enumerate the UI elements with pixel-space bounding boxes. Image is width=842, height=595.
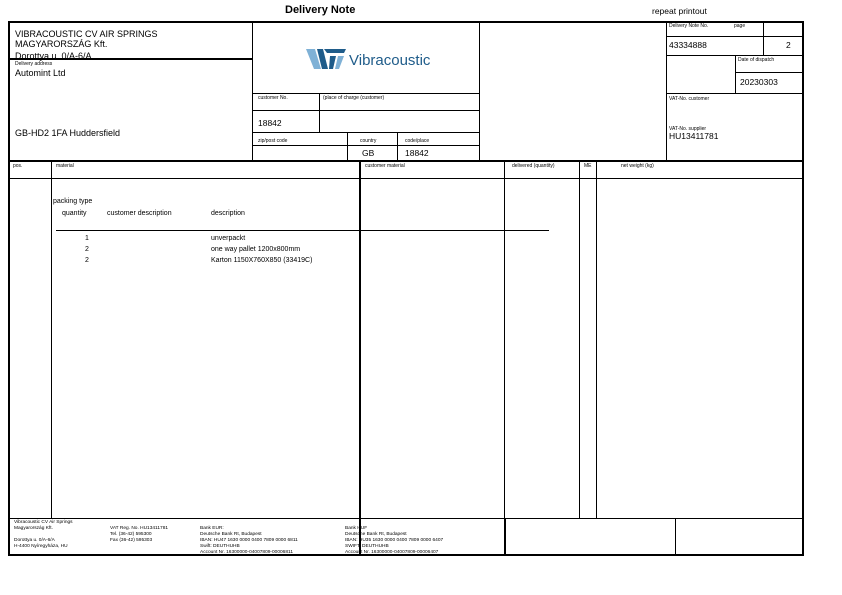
customer-no-label: customer No. [258,95,288,101]
logo-text: Vibracoustic [349,52,431,69]
date-of-dispatch: 20230303 [740,77,778,87]
divider [675,518,676,555]
packing-divider [56,230,549,231]
column-header-delivered: delivered (quantity) [512,163,555,169]
packing-header: packing type [53,198,93,205]
footer-vat: VAT Reg. No. HU13411781 Tel. (36-42) 595300 Fax (36-42) 595303 [110,526,169,543]
footer-bank-eur: Bank EUR: Deutsche Bank Rt, Budapest IBAN: HU47 1630 0000 0400 7809 0000 6811 Swift: DEUTHUHB Account Nr. 16300000-04007809-00006811 [200,526,298,555]
packing-col-quantity: quantity [62,210,87,217]
footer-company: Vibracoustic CV Air Springs Magyarország Kft. Dorottya u. 0/A-6/A H-4400 Nyíregyháza, HU [14,520,73,549]
zip-code-label: zip/post code [258,138,288,144]
sender-line2: MAGYARORSZÁG Kft. [15,39,108,49]
divider [252,132,479,133]
divider [596,161,597,518]
divider [735,55,736,93]
divider [735,72,803,73]
page-no: 2 [786,40,791,50]
code-place: 18842 [405,148,429,158]
divider [9,518,803,519]
packing-col-customer-description: customer description [107,210,172,217]
packing-col-description: description [211,210,245,217]
repeat-printout-label: repeat printout [652,6,707,16]
footer-bank-huf: Bank HUF Deutsche Bank Rt, Budapest IBAN: HU35 1630 0000 0400 7809 0000 6407 SWIFT: DEUTHUHB Account Nr. 16300000-04007809-00006407 [345,526,444,555]
column-header-material: material [56,163,74,169]
divider [666,22,667,160]
country-label: country [360,138,377,144]
column-header-me: ME [584,163,592,169]
code-place-label: code/place [405,138,430,144]
logo-mark-icon [306,48,346,70]
page-label: page [734,23,746,29]
divider [319,93,320,132]
divider [479,22,480,160]
vat-customer-label: VAT-No. customer [669,96,710,102]
divider [359,161,361,555]
delivery-address-name: Automint Ltd [15,68,66,78]
divider [51,161,52,518]
divider [9,160,803,162]
vat-supplier: HU13411781 [669,131,719,141]
divider [347,132,348,160]
divider [763,22,764,56]
divider [252,145,479,146]
divider [504,518,506,555]
packing-row-quantity: 2 [85,246,89,253]
delivery-address-city: GB-HD2 1FA Huddersfield [15,128,121,138]
divider [252,110,479,111]
divider [397,132,398,160]
country: GB [362,148,375,158]
packing-row-description: Karton 1150X760X850 (33419C) [211,257,313,264]
divider [9,178,803,179]
divider [252,22,253,160]
divider [579,161,580,518]
packing-row-description: one way pallet 1200x800mm [211,246,301,253]
column-header-customer-material: customer material [365,163,405,169]
delivery-note-no: 43334888 [669,40,707,50]
packing-row-quantity: 1 [85,235,89,242]
delivery-note-no-label: Delivery Note No. [669,23,709,29]
sender-line3: Dorottya u. 0/A-6/A [15,51,92,61]
packing-row-description: unverpackt [211,235,246,242]
sender-line1: VIBRACOUSTIC CV AIR SPRINGS [15,29,158,39]
divider [666,93,803,94]
column-header-net-weight: net weight (kg) [621,163,654,169]
divider [666,36,803,37]
customer-no: 18842 [258,118,282,128]
packing-row-quantity: 2 [85,257,89,264]
vibracoustic-logo [306,48,431,75]
place-of-charge-label: (place of charge (customer) [323,95,385,101]
column-header-pos: pos. [13,163,23,169]
vat-supplier-label: VAT-No. supplier [669,126,707,132]
divider [504,161,505,518]
document-title: Delivery Note [285,4,356,16]
delivery-address-label: Delivery address [15,61,53,67]
date-of-dispatch-label: Date of dispatch [738,57,775,63]
divider [252,93,479,94]
